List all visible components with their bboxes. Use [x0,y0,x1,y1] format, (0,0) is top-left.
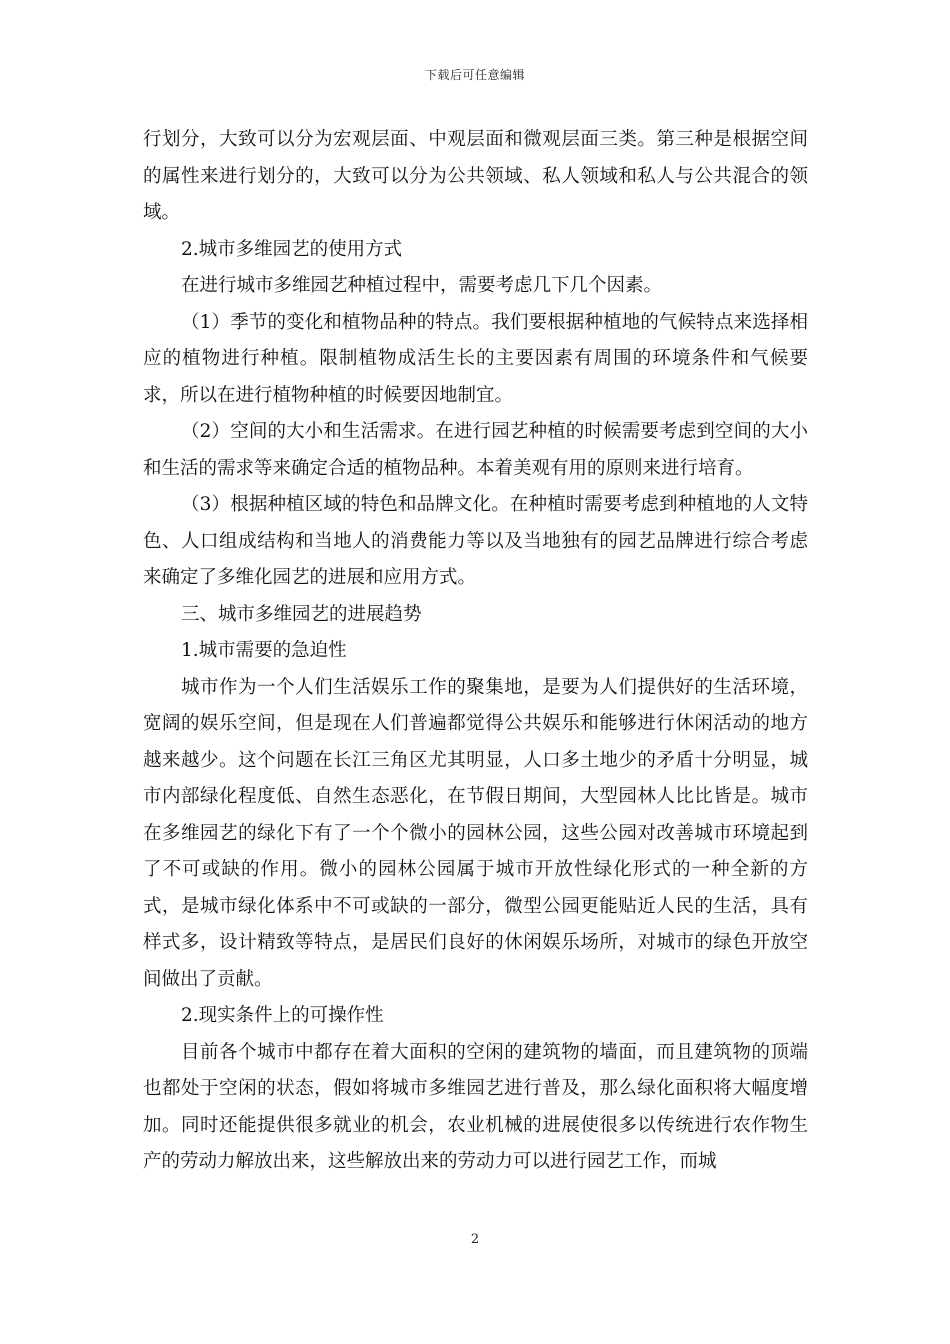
page-number: 2 [470,1232,480,1247]
body-text [143,122,808,1181]
subsection-heading: 1.城市需要的急迫性 [181,640,347,661]
list-item-paragraph: （3）根据种植区域的特色和品牌文化。在种植时需要考虑到种植地的人文特色、人口组成结构和当地人的消费能力等以及当地独有的园艺品牌进行综合考虑来确定了多维化园艺的进展和应用方式。 [143,494,808,588]
page-header: 下载后可任意编辑 [424,68,525,82]
paragraph: 目前各个城市中都存在着大面积的空闲的建筑物的墙面，而且建筑物的顶端也都处于空闲的状态，假如将城市多维园艺进行普及，那么绿化面积将大幅度增加。同时还能提供很多就业的机会，农业机械的进展使很多以传统进行农作物生产的劳动力解放出来，这些解放出来的劳动力可以进行园艺工作，而城 [143,1041,808,1172]
list-item-paragraph: （1）季节的变化和植物品种的特点。我们要根据种植地的气候特点来选择相应的植物进行种植。限制植物成活生长的主要因素有周围的环境条件和气候要求，所以在进行植物种植的时候要因地制宜。 [143,311,808,406]
subsection-heading: 2.城市多维园艺的使用方式 [181,238,403,260]
list-item-paragraph: （2）空间的大小和生活需求。在进行园艺种植的时候需要考虑到空间的大小和生活的需求等来确定合适的植物品种。本着美观有用的原则来进行培育。 [143,421,808,479]
paragraph-continuation: 行划分，大致可以分为宏观层面、中观层面和微观层面三类。第三种是根据空间的属性来进行划分的，大致可以分为公共领域、私人领域和私人与公共混合的领域。 [143,129,808,223]
subsection-heading: 2.现实条件上的可操作性 [181,1005,384,1026]
section-heading: 三、城市多维园艺的进展趋势 [181,603,422,625]
paragraph: 在进行城市多维园艺种植过程中，需要考虑几下几个因素。 [181,275,663,296]
paragraph: 城市作为一个人们生活娱乐工作的聚集地，是要为人们提供好的生活环境，宽阔的娱乐空间，但是现在人们普遍都觉得公共娱乐和能够进行休闲活动的地方越来越少。这个问题在长江三角区尤其明显，人口多土地少的矛盾十分明显，城市内部绿化程度低、自然生态恶化，在节假日期间，大型园林人比比皆是。城市在多维园艺的绿化下有了一个个微小的园林公园，这些公园对改善城市环境起到了不可或缺的作用。微小的园林公园属于城市开放性绿化形式的一种全新的方式，是城市绿化体系中不可或缺的一部分，微型公园更能贴近人民的生活，具有样式多，设计精致等特点，是居民们良好的休闲娱乐场所，对城市的绿色开放空间做出了贡献。 [143,676,808,990]
